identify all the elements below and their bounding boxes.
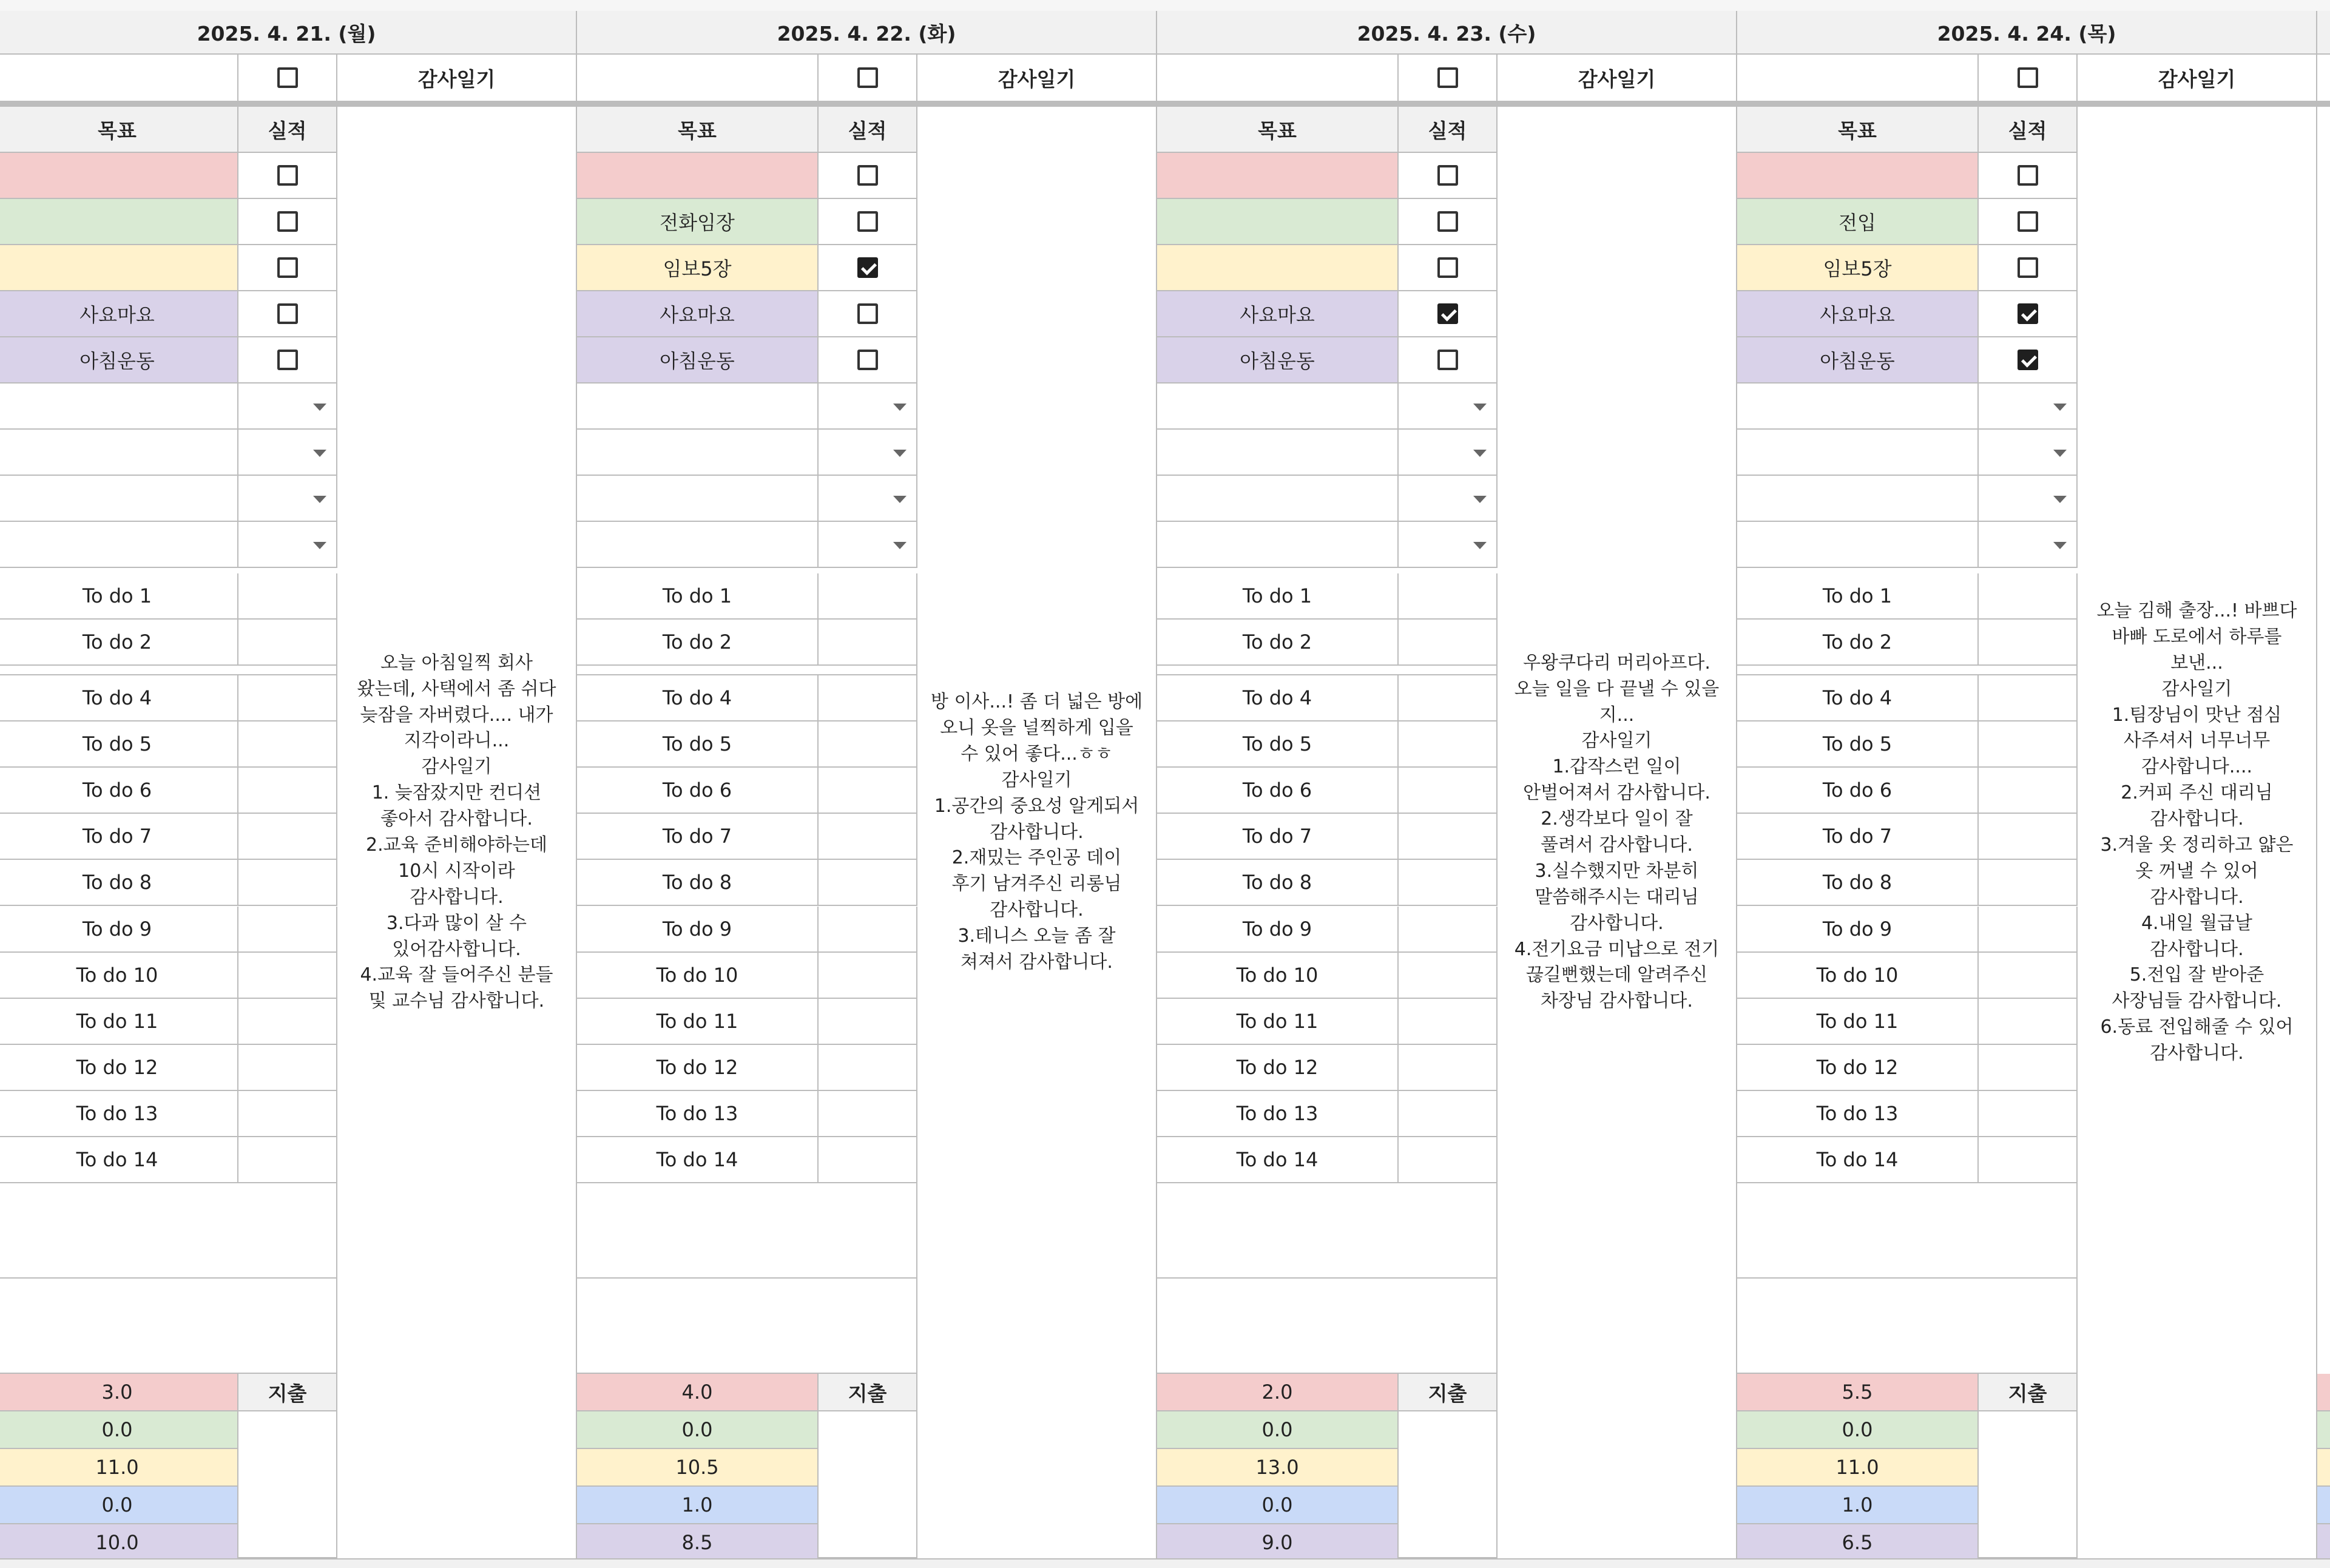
todo-cell[interactable]: To do 1 <box>1157 573 1399 620</box>
goal-checkbox-cell[interactable] <box>1399 153 1498 199</box>
checkbox-icon[interactable] <box>277 165 298 186</box>
dropdown-cell[interactable] <box>1399 384 1498 430</box>
goal-checkbox-cell[interactable] <box>819 245 917 291</box>
todo-result-cell[interactable] <box>819 675 917 721</box>
dropdown-arrow-icon[interactable] <box>313 450 326 457</box>
todo-cell[interactable]: To do 7 <box>1157 814 1399 860</box>
todo-cell[interactable]: To do 1 <box>0 573 238 620</box>
empty-goal-cell[interactable] <box>0 476 238 522</box>
hidden-row-divider <box>1157 666 1498 675</box>
empty-goal-cell[interactable] <box>577 522 819 568</box>
summary-value-cell: 1.0 <box>577 1487 819 1524</box>
goal-cell[interactable]: 사요마요 <box>0 291 238 337</box>
todo-cell[interactable]: To do 8 <box>1737 860 1979 906</box>
todo-result-cell[interactable] <box>1399 721 1498 768</box>
checked-checkbox-icon[interactable] <box>857 257 878 278</box>
header-blank-partial <box>2317 55 2330 107</box>
dropdown-arrow-icon[interactable] <box>313 542 326 549</box>
goal-checkbox-cell[interactable] <box>1399 291 1498 337</box>
goal-checkbox-cell[interactable] <box>1979 153 2078 199</box>
todo-result-cell[interactable] <box>238 999 337 1045</box>
day-column <box>1157 0 1737 1568</box>
checkbox-icon[interactable] <box>1437 350 1458 370</box>
summary-value-cell: 2.0 <box>1157 1374 1399 1411</box>
todo-result-cell[interactable] <box>238 1045 337 1091</box>
todo-result-cell[interactable] <box>819 953 917 999</box>
todo-result-cell[interactable] <box>819 620 917 666</box>
dropdown-arrow-icon[interactable] <box>1473 542 1487 549</box>
checkbox-icon[interactable] <box>1437 257 1458 278</box>
todo-result-cell[interactable] <box>819 1137 917 1183</box>
expense-label: 지출 <box>1979 1374 2078 1411</box>
goal-cell[interactable]: 사요마요 <box>1737 291 1979 337</box>
empty-goal-cell[interactable] <box>1157 384 1399 430</box>
header-checkbox-cell[interactable] <box>819 55 917 107</box>
todo-result-cell[interactable] <box>1399 999 1498 1045</box>
date-header: 2025. 4. 22. (화) <box>577 11 1157 55</box>
dropdown-cell[interactable] <box>1399 430 1498 476</box>
todo-cell[interactable]: To do 2 <box>577 620 819 666</box>
checkbox-icon[interactable] <box>857 350 878 370</box>
goal-cell[interactable] <box>0 245 238 291</box>
todo-result-cell[interactable] <box>819 999 917 1045</box>
todo-cell[interactable]: To do 5 <box>1157 721 1399 768</box>
summary-value-cell: 13.0 <box>1157 1449 1399 1487</box>
goal-checkbox-cell[interactable] <box>819 199 917 245</box>
dropdown-cell[interactable] <box>1399 522 1498 568</box>
todo-result-cell[interactable] <box>1399 573 1498 620</box>
empty-goal-cell[interactable] <box>577 430 819 476</box>
todo-result-cell[interactable] <box>1979 721 2078 768</box>
goal-cell[interactable]: 아침운동 <box>1737 337 1979 384</box>
todo-cell[interactable]: To do 7 <box>1737 814 1979 860</box>
todo-result-cell[interactable] <box>1979 1137 2078 1183</box>
todo-cell[interactable]: To do 8 <box>1157 860 1399 906</box>
goal-header: 목표 <box>0 107 238 153</box>
checked-checkbox-icon[interactable] <box>2018 303 2038 324</box>
summary-value-cell: 5.5 <box>1737 1374 1979 1411</box>
dropdown-cell[interactable] <box>819 430 917 476</box>
dropdown-cell[interactable] <box>1979 522 2078 568</box>
empty-goal-cell[interactable] <box>0 430 238 476</box>
todo-cell[interactable]: To do 5 <box>1737 721 1979 768</box>
todo-result-cell[interactable] <box>819 1091 917 1137</box>
checkbox-icon[interactable] <box>277 211 298 232</box>
goal-checkbox-cell[interactable] <box>238 245 337 291</box>
expense-blank-cell[interactable] <box>1399 1411 1498 1558</box>
goal-cell[interactable]: 임보5장 <box>577 245 819 291</box>
checkbox-icon[interactable] <box>1437 211 1458 232</box>
todo-cell[interactable]: To do 10 <box>1157 953 1399 999</box>
todo-result-cell[interactable] <box>1399 1091 1498 1137</box>
hidden-row-divider <box>577 666 917 675</box>
todo-result-cell[interactable] <box>1399 768 1498 814</box>
goal-cell[interactable] <box>0 153 238 199</box>
summary-value-cell: 0.0 <box>0 1487 238 1524</box>
todo-result-cell[interactable] <box>819 573 917 620</box>
todo-result-cell[interactable] <box>1399 860 1498 906</box>
checkbox-icon[interactable] <box>277 67 298 88</box>
hidden-row-divider <box>0 666 337 675</box>
todo-result-cell[interactable] <box>1979 620 2078 666</box>
todo-result-cell[interactable] <box>238 860 337 906</box>
todo-cell[interactable]: To do 6 <box>577 768 819 814</box>
dropdown-cell[interactable] <box>1979 384 2078 430</box>
todo-result-cell[interactable] <box>1399 620 1498 666</box>
expense-label: 지출 <box>819 1374 917 1411</box>
header-blank-cell <box>577 55 819 107</box>
todo-result-cell[interactable] <box>1979 953 2078 999</box>
summary-partial <box>2317 1411 2330 1449</box>
gratitude-diary-text[interactable]: 오늘 아침일찍 회사 왔는데, 사택에서 좀 쉬다 늦잠을 자버렸다.... 내가 지각이라니... 감사일기 1. 늦잠잤지만 컨디션 좋아서 감사합니다. 2.교육 준비해야하는데 10시 시작이라 감사합니다. 3.다과 많이 살 수 있어감사합니다. 4.교육 잘 들어주신 분들 및 교수님 감사합니다. <box>337 107 577 1558</box>
diary-header: 감사일기 <box>917 55 1157 107</box>
goal-checkbox-cell[interactable] <box>238 291 337 337</box>
dropdown-cell[interactable] <box>238 522 337 568</box>
goal-checkbox-cell[interactable] <box>238 337 337 384</box>
todo-cell[interactable]: To do 13 <box>1157 1091 1399 1137</box>
actual-header: 실적 <box>819 107 917 153</box>
checkbox-icon[interactable] <box>857 67 878 88</box>
dropdown-cell[interactable] <box>1399 476 1498 522</box>
date-header: 2025. 4. 21. (월) <box>0 11 577 55</box>
checkbox-icon[interactable] <box>1437 67 1458 88</box>
goal-header: 목표 <box>1157 107 1399 153</box>
todo-cell[interactable]: To do 2 <box>0 620 238 666</box>
dropdown-cell[interactable] <box>819 476 917 522</box>
todo-cell[interactable]: To do 8 <box>577 860 819 906</box>
goal-cell[interactable] <box>1737 153 1979 199</box>
empty-goal-cell[interactable] <box>1157 430 1399 476</box>
todo-result-cell[interactable] <box>819 814 917 860</box>
todo-cell[interactable]: To do 4 <box>1157 675 1399 721</box>
goal-checkbox-cell[interactable] <box>238 199 337 245</box>
todo-cell[interactable]: To do 4 <box>1737 675 1979 721</box>
todo-cell[interactable]: To do 14 <box>577 1137 819 1183</box>
todo-result-cell[interactable] <box>238 675 337 721</box>
header-blank-cell <box>1737 55 1979 107</box>
summary-value-cell: 8.5 <box>577 1524 819 1562</box>
day-column <box>1737 0 2317 1568</box>
dropdown-cell[interactable] <box>819 522 917 568</box>
summary-value-cell: 11.0 <box>0 1449 238 1487</box>
todo-result-cell[interactable] <box>1979 768 2078 814</box>
goal-cell[interactable] <box>1157 245 1399 291</box>
summary-value-cell: 0.0 <box>1157 1411 1399 1449</box>
todo-result-cell[interactable] <box>819 768 917 814</box>
summary-partial <box>2317 1374 2330 1411</box>
dropdown-arrow-icon[interactable] <box>2053 542 2067 549</box>
summary-value-cell: 0.0 <box>577 1411 819 1449</box>
actual-header: 실적 <box>238 107 337 153</box>
dropdown-arrow-icon[interactable] <box>893 496 907 503</box>
todo-cell[interactable]: To do 12 <box>577 1045 819 1091</box>
summary-value-cell: 1.0 <box>1737 1487 1979 1524</box>
blank-row[interactable] <box>577 1279 917 1374</box>
summary-value-cell: 10.0 <box>0 1524 238 1562</box>
todo-result-cell[interactable] <box>1979 860 2078 906</box>
header-blank-cell <box>0 55 238 107</box>
dropdown-cell[interactable] <box>238 476 337 522</box>
todo-cell[interactable]: To do 13 <box>577 1091 819 1137</box>
summary-value-cell: 0.0 <box>1737 1411 1979 1449</box>
summary-value-cell: 11.0 <box>1737 1449 1979 1487</box>
checkbox-icon[interactable] <box>277 303 298 324</box>
todo-cell[interactable]: To do 11 <box>0 999 238 1045</box>
blank-row[interactable] <box>1737 1279 2078 1374</box>
diary-header: 감사일기 <box>337 55 577 107</box>
empty-goal-cell[interactable] <box>1737 522 1979 568</box>
actual-header: 실적 <box>1399 107 1498 153</box>
blank-row[interactable] <box>0 1279 337 1374</box>
dropdown-cell[interactable] <box>238 430 337 476</box>
summary-value-cell: 0.0 <box>1157 1487 1399 1524</box>
todo-cell[interactable]: To do 10 <box>0 953 238 999</box>
dropdown-arrow-icon[interactable] <box>2053 450 2067 457</box>
goal-checkbox-cell[interactable] <box>1979 337 2078 384</box>
day-column <box>577 0 1157 1568</box>
todo-cell[interactable]: To do 9 <box>1157 907 1399 953</box>
goal-cell[interactable]: 아침운동 <box>0 337 238 384</box>
checkbox-icon[interactable] <box>2018 67 2038 88</box>
todo-cell[interactable]: To do 14 <box>0 1137 238 1183</box>
goal-cell[interactable] <box>1157 153 1399 199</box>
goal-cell[interactable]: 전화임장 <box>577 199 819 245</box>
blank-row[interactable] <box>1737 1183 2078 1279</box>
checkbox-icon[interactable] <box>1437 165 1458 186</box>
summary-value-cell: 0.0 <box>0 1411 238 1449</box>
todo-cell[interactable]: To do 6 <box>1737 768 1979 814</box>
dropdown-cell[interactable] <box>1979 476 2078 522</box>
todo-cell[interactable]: To do 11 <box>1737 999 1979 1045</box>
goal-cell[interactable] <box>0 199 238 245</box>
sheet-bottom-edge <box>0 1558 2330 1568</box>
empty-goal-cell[interactable] <box>1737 384 1979 430</box>
todo-cell[interactable]: To do 10 <box>1737 953 1979 999</box>
checkbox-icon[interactable] <box>857 211 878 232</box>
dropdown-cell[interactable] <box>1979 430 2078 476</box>
todo-result-cell[interactable] <box>1979 999 2078 1045</box>
todo-result-cell[interactable] <box>238 620 337 666</box>
goal-checkbox-cell[interactable] <box>819 337 917 384</box>
todo-result-cell[interactable] <box>1979 1091 2078 1137</box>
blank-row[interactable] <box>1157 1279 1498 1374</box>
header-checkbox-cell[interactable] <box>238 55 337 107</box>
goal-cell[interactable]: 임보5장 <box>1737 245 1979 291</box>
todo-cell[interactable]: To do 1 <box>577 573 819 620</box>
todo-cell[interactable]: To do 9 <box>1737 907 1979 953</box>
empty-goal-cell[interactable] <box>1737 430 1979 476</box>
date-header: 2025. 4. 23. (수) <box>1157 11 1737 55</box>
empty-goal-cell[interactable] <box>1737 476 1979 522</box>
expense-label: 지출 <box>1399 1374 1498 1411</box>
todo-cell[interactable]: To do 14 <box>1737 1137 1979 1183</box>
todo-cell[interactable]: To do 6 <box>0 768 238 814</box>
todo-result-cell[interactable] <box>238 721 337 768</box>
expense-blank-cell[interactable] <box>819 1411 917 1558</box>
todo-result-cell[interactable] <box>1979 573 2078 620</box>
expense-blank-cell[interactable] <box>238 1411 337 1558</box>
diary-header: 감사일기 <box>1498 55 1737 107</box>
diary-header: 감사일기 <box>2078 55 2317 107</box>
actual-header: 실적 <box>1979 107 2078 153</box>
todo-result-cell[interactable] <box>1399 907 1498 953</box>
todo-cell[interactable]: To do 7 <box>577 814 819 860</box>
checkbox-icon[interactable] <box>857 165 878 186</box>
gratitude-diary-text[interactable]: 방 이사...! 좀 더 넓은 방에 오니 옷을 널찍하게 입을 수 있어 좋다...ㅎㅎ 감사일기 1.공간의 중요성 알게되서 감사합니다. 2.재밌는 주인공 데이 후기 남겨주신 리롱님 감사합니다. 3.테니스 오늘 좀 잘 쳐져서 감사합니다. <box>917 107 1157 1558</box>
expense-label: 지출 <box>238 1374 337 1411</box>
dropdown-arrow-icon[interactable] <box>893 404 907 411</box>
todo-result-cell[interactable] <box>238 1091 337 1137</box>
todo-result-cell[interactable] <box>819 721 917 768</box>
empty-goal-cell[interactable] <box>0 384 238 430</box>
checkbox-icon[interactable] <box>277 350 298 370</box>
checkbox-icon[interactable] <box>277 257 298 278</box>
goal-checkbox-cell[interactable] <box>1979 291 2078 337</box>
summary-value-cell: 4.0 <box>577 1374 819 1411</box>
todo-result-cell[interactable] <box>819 907 917 953</box>
dropdown-cell[interactable] <box>238 384 337 430</box>
goal-checkbox-cell[interactable] <box>1399 245 1498 291</box>
dropdown-arrow-icon[interactable] <box>313 404 326 411</box>
todo-result-cell[interactable] <box>1399 953 1498 999</box>
todo-cell[interactable]: To do 1 <box>1737 573 1979 620</box>
dropdown-arrow-icon[interactable] <box>2053 404 2067 411</box>
todo-result-cell[interactable] <box>238 907 337 953</box>
empty-goal-cell[interactable] <box>1157 476 1399 522</box>
todo-cell[interactable]: To do 13 <box>1737 1091 1979 1137</box>
empty-goal-cell[interactable] <box>577 476 819 522</box>
dropdown-arrow-icon[interactable] <box>893 542 907 549</box>
todo-result-cell[interactable] <box>238 573 337 620</box>
header-checkbox-cell[interactable] <box>1979 55 2078 107</box>
todo-result-cell[interactable] <box>819 860 917 906</box>
todo-cell[interactable]: To do 6 <box>1157 768 1399 814</box>
todo-result-cell[interactable] <box>1399 1137 1498 1183</box>
header-checkbox-cell[interactable] <box>1399 55 1498 107</box>
blank-row[interactable] <box>1157 1183 1498 1279</box>
dropdown-cell[interactable] <box>819 384 917 430</box>
todo-cell[interactable]: To do 2 <box>1737 620 1979 666</box>
empty-goal-cell[interactable] <box>1157 522 1399 568</box>
todo-result-cell[interactable] <box>238 768 337 814</box>
goal-cell[interactable]: 전입 <box>1737 199 1979 245</box>
summary-partial <box>2317 1524 2330 1562</box>
checkbox-icon[interactable] <box>2018 211 2038 232</box>
date-header: 2025. 4. 24. (목) <box>1737 11 2317 55</box>
next-day-column-partial <box>2317 0 2330 1568</box>
goal-header: 목표 <box>577 107 819 153</box>
goal-checkbox-cell[interactable] <box>1399 199 1498 245</box>
todo-cell[interactable]: To do 12 <box>0 1045 238 1091</box>
summary-value-cell: 9.0 <box>1157 1524 1399 1562</box>
goal-checkbox-cell[interactable] <box>1979 199 2078 245</box>
todo-result-cell[interactable] <box>238 953 337 999</box>
todo-result-cell[interactable] <box>819 1045 917 1091</box>
todo-result-cell[interactable] <box>238 814 337 860</box>
date-header-partial <box>2317 11 2330 55</box>
goal-cell[interactable]: 아침운동 <box>577 337 819 384</box>
todo-cell[interactable]: To do 12 <box>1157 1045 1399 1091</box>
empty-goal-cell[interactable] <box>577 384 819 430</box>
goal-checkbox-cell[interactable] <box>1399 337 1498 384</box>
empty-goal-cell[interactable] <box>0 522 238 568</box>
goal-cell[interactable]: 사요마요 <box>1157 291 1399 337</box>
todo-cell[interactable]: To do 11 <box>577 999 819 1045</box>
goal-cell[interactable] <box>1157 199 1399 245</box>
summary-value-cell: 6.5 <box>1737 1524 1979 1562</box>
todo-cell[interactable]: To do 12 <box>1737 1045 1979 1091</box>
todo-result-cell[interactable] <box>1399 814 1498 860</box>
checked-checkbox-icon[interactable] <box>2018 350 2038 370</box>
dropdown-arrow-icon[interactable] <box>313 496 326 503</box>
todo-cell[interactable]: To do 5 <box>0 721 238 768</box>
todo-cell[interactable]: To do 13 <box>0 1091 238 1137</box>
todo-cell[interactable]: To do 9 <box>0 907 238 953</box>
todo-cell[interactable]: To do 4 <box>577 675 819 721</box>
todo-result-cell[interactable] <box>1979 907 2078 953</box>
todo-cell[interactable]: To do 4 <box>0 675 238 721</box>
dropdown-arrow-icon[interactable] <box>2053 496 2067 503</box>
checkbox-icon[interactable] <box>2018 165 2038 186</box>
goal-cell[interactable]: 아침운동 <box>1157 337 1399 384</box>
todo-cell[interactable]: To do 8 <box>0 860 238 906</box>
todo-result-cell[interactable] <box>1979 814 2078 860</box>
gratitude-diary-text[interactable]: 우왕쿠다리 머리아프다. 오늘 일을 다 끝낼 수 있을 지... 감사일기 1.갑작스런 일이 안벌어져서 감사합니다. 2.생각보다 일이 잘 풀려서 감사합니다. 3.실수했지만 차분히 말씀해주시는 대리님 감사합니다. 4.전기요금 미납으로 전기 끊길뻔했는데 알려주신 차장님 감사합니다. <box>1498 107 1737 1558</box>
todo-result-cell[interactable] <box>1979 1045 2078 1091</box>
day-column <box>0 0 577 1568</box>
todo-cell[interactable]: To do 11 <box>1157 999 1399 1045</box>
checkbox-icon[interactable] <box>857 303 878 324</box>
blank-row[interactable] <box>0 1183 337 1279</box>
goal-cell[interactable] <box>577 153 819 199</box>
dropdown-arrow-icon[interactable] <box>893 450 907 457</box>
hidden-row-divider <box>1737 666 2078 675</box>
goal-cell[interactable]: 사요마요 <box>577 291 819 337</box>
gratitude-diary-text[interactable]: 오늘 김해 출장...! 바쁘다 바빠 도로에서 하루를 보낸... 감사일기 1.팀장님이 맛난 점심 사주셔서 너무너무 감사합니다.... 2.커피 주신 대리님 감사합니다. 3.겨울 옷 정리하고 얇은 옷 꺼낼 수 있어 감사합니다. 4.내일 월급날 감사합니다. 5.전입 잘 받아준 사장님들 감사합니다. 6.동료 전입해줄 수 있어 감사합니다. <box>2078 107 2317 1558</box>
todo-cell[interactable]: To do 10 <box>577 953 819 999</box>
dropdown-arrow-icon[interactable] <box>1473 450 1487 457</box>
expense-blank-cell[interactable] <box>1979 1411 2078 1558</box>
summary-partial <box>2317 1487 2330 1524</box>
todo-cell[interactable]: To do 5 <box>577 721 819 768</box>
todo-result-cell[interactable] <box>1399 1045 1498 1091</box>
todo-cell[interactable]: To do 7 <box>0 814 238 860</box>
todo-cell[interactable]: To do 9 <box>577 907 819 953</box>
todo-result-cell[interactable] <box>1979 675 2078 721</box>
checked-checkbox-icon[interactable] <box>1437 303 1458 324</box>
goal-checkbox-cell[interactable] <box>1979 245 2078 291</box>
todo-cell[interactable]: To do 14 <box>1157 1137 1399 1183</box>
goal-checkbox-cell[interactable] <box>819 153 917 199</box>
todo-cell[interactable]: To do 2 <box>1157 620 1399 666</box>
dropdown-arrow-icon[interactable] <box>1473 404 1487 411</box>
summary-value-cell: 3.0 <box>0 1374 238 1411</box>
goal-checkbox-cell[interactable] <box>819 291 917 337</box>
goal-header: 목표 <box>1737 107 1979 153</box>
goal-checkbox-cell[interactable] <box>238 153 337 199</box>
header-blank-cell <box>1157 55 1399 107</box>
todo-result-cell[interactable] <box>238 1137 337 1183</box>
checkbox-icon[interactable] <box>2018 257 2038 278</box>
blank-row[interactable] <box>577 1183 917 1279</box>
summary-partial <box>2317 1449 2330 1487</box>
todo-result-cell[interactable] <box>1399 675 1498 721</box>
summary-value-cell: 10.5 <box>577 1449 819 1487</box>
dropdown-arrow-icon[interactable] <box>1473 496 1487 503</box>
